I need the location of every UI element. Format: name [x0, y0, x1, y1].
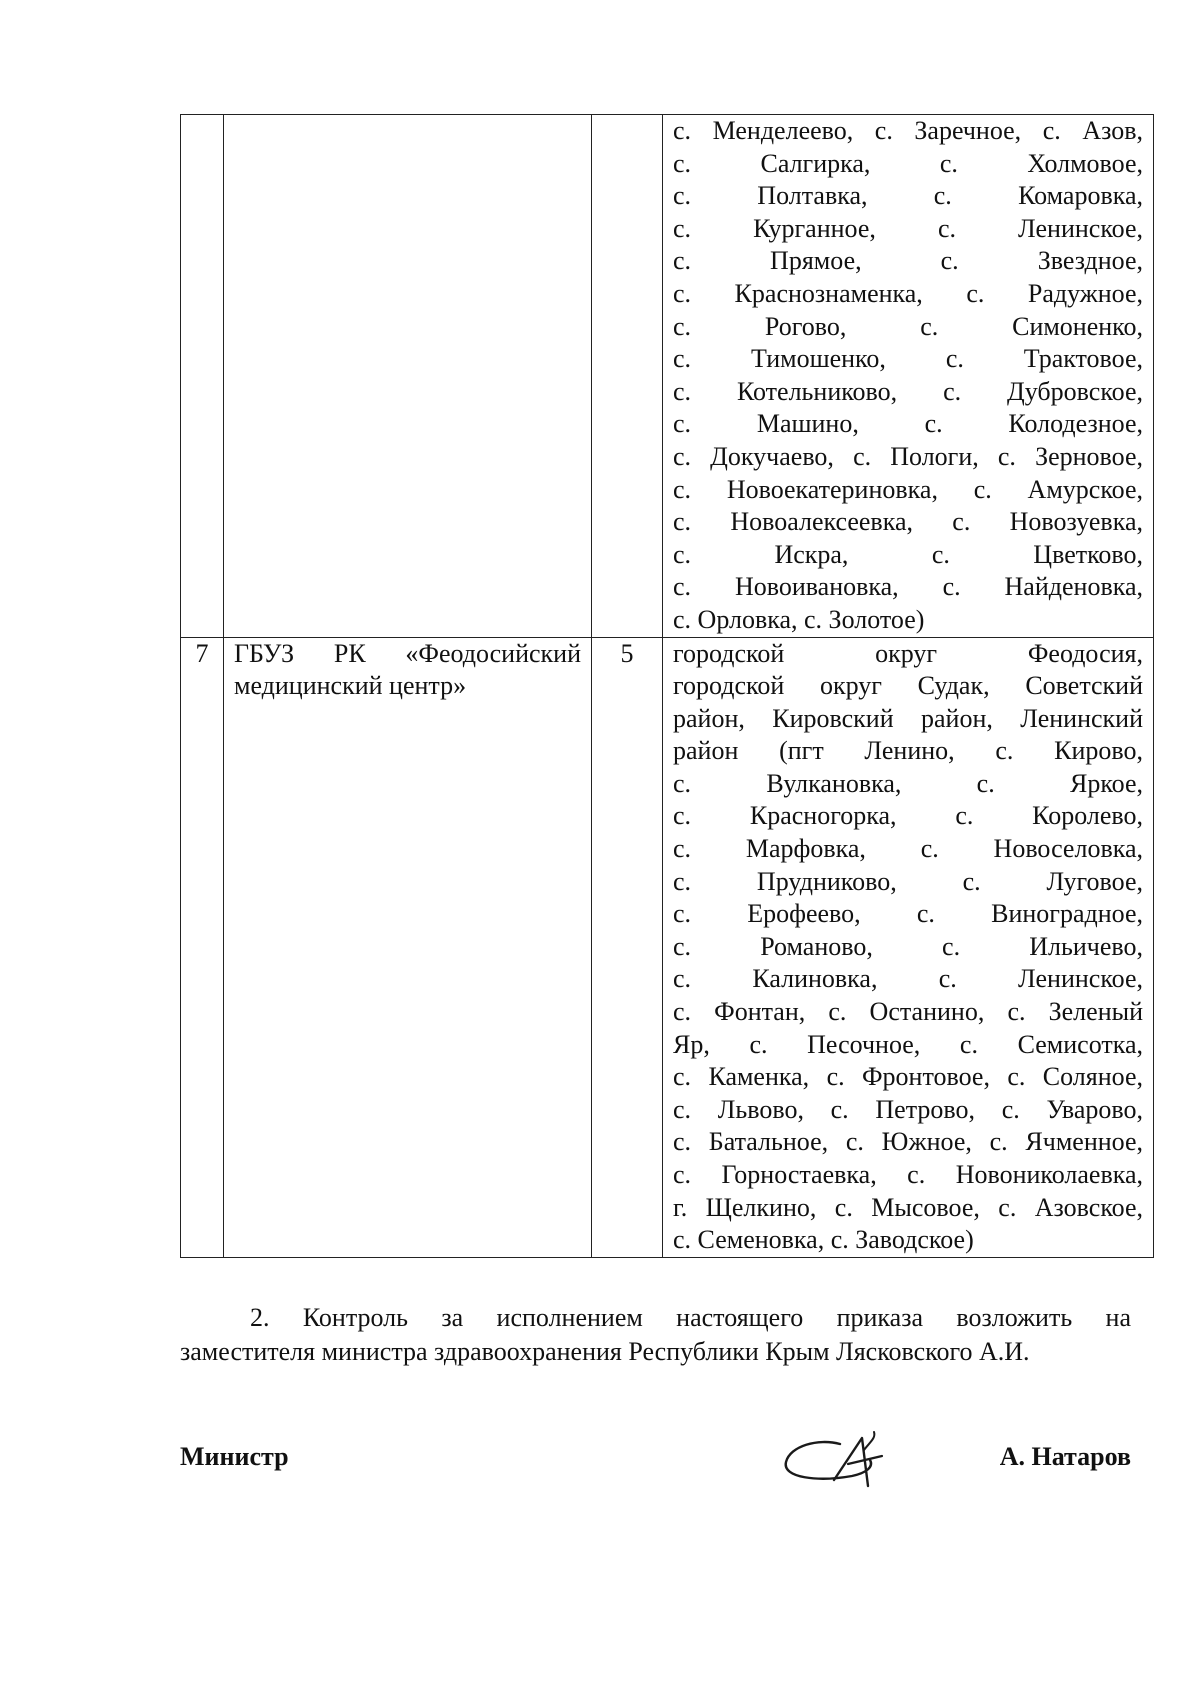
organization-line: ГБУЗ РК «Феодосийский: [234, 638, 581, 668]
area-line: с. Рогово, с. Симоненко,: [673, 311, 1143, 341]
area-line: с. Каменка, с. Фронтовое, с. Соляное,: [673, 1062, 1143, 1092]
control-paragraph: [180, 1301, 1131, 1369]
area-line: с. Искра, с. Цветково,: [673, 539, 1143, 569]
area-line: с. Прямое, с. Звездное,: [673, 246, 1143, 276]
paragraph-line: 2. Контроль за исполнением настоящего приказа возложить на: [250, 1303, 1131, 1332]
area-line: с. Новоекатериновка, с. Амурское,: [673, 474, 1143, 504]
area-line: с. Красногорка, с. Королево,: [673, 801, 1143, 831]
organization-cell: [224, 115, 592, 638]
quantity-cell: [592, 115, 663, 638]
area-line: с. Вулкановка, с. Яркое,: [673, 768, 1143, 798]
area-line: с. Калиновка, с. Ленинское,: [673, 964, 1143, 994]
table-row-7: [181, 637, 1154, 1257]
area-line: с. Менделеево, с. Заречное, с. Азов,: [673, 116, 1143, 145]
area-line: с. Докучаево, с. Пологи, с. Зерновое,: [673, 441, 1143, 471]
service-area-cell: [663, 637, 1154, 1257]
area-line: с. Ерофеево, с. Виноградное,: [673, 899, 1143, 929]
area-line: с. Новоивановка, с. Найденовка,: [673, 572, 1143, 602]
table-row-continued: [181, 115, 1154, 638]
districts-table: [180, 114, 1154, 1258]
area-line: с. Батальное, с. Южное, с. Ячменное,: [673, 1127, 1143, 1157]
area-line: с. Машино, с. Колодезное,: [673, 409, 1143, 439]
area-line: район (пгт Ленино, с. Кирово,: [673, 736, 1143, 766]
area-line: с. Марфовка, с. Новоселовка,: [673, 834, 1143, 864]
area-line: район, Кировский район, Ленинский: [673, 703, 1143, 733]
organization-line: медицинский центр»: [234, 671, 467, 701]
handwritten-signature-icon: [778, 1420, 908, 1500]
area-line: с. Курганное, с. Ленинское,: [673, 213, 1143, 243]
area-line: с. Прудниково, с. Луговое,: [673, 866, 1143, 896]
area-line: с. Тимошенко, с. Трактовое,: [673, 344, 1143, 374]
area-line: Яр, с. Песочное, с. Семисотка,: [673, 1029, 1143, 1059]
signatory-name: А. Натаров: [999, 1442, 1131, 1471]
organization-cell: [224, 637, 592, 1257]
signatory-title: Министр: [180, 1442, 289, 1471]
quantity-cell: 5: [592, 637, 663, 1257]
row-number-cell: 7: [181, 637, 224, 1257]
area-line: с. Котельниково, с. Дубровское,: [673, 376, 1143, 406]
area-line: с. Новоалексеевка, с. Новозуевка,: [673, 507, 1143, 537]
area-line: г. Щелкино, с. Мысовое, с. Азовское,: [673, 1192, 1143, 1222]
area-line: с. Фонтан, с. Останино, с. Зеленый: [673, 997, 1143, 1027]
service-area-cell: [663, 115, 1154, 638]
area-line: с. Львово, с. Петрово, с. Уварово,: [673, 1094, 1143, 1124]
area-line: с. Семеновка, с. Заводское): [673, 1225, 974, 1255]
signature-block: [180, 1430, 1131, 1500]
paragraph-line: заместителя министра здравоохранения Республики Крым Лясковского А.И.: [180, 1337, 1030, 1366]
area-line: с. Полтавка, с. Комаровка,: [673, 181, 1143, 211]
area-line: городской округ Судак, Советский: [673, 671, 1143, 701]
row-number-cell: [181, 115, 224, 638]
area-line: с. Орловка, с. Золотое): [673, 604, 925, 634]
area-line: с. Горностаевка, с. Новониколаевка,: [673, 1160, 1143, 1189]
area-line: с. Салгирка, с. Холмовое,: [673, 148, 1143, 178]
area-line: с. Романово, с. Ильичево,: [673, 931, 1143, 961]
area-line: городской округ Феодосия,: [673, 638, 1143, 668]
area-line: с. Краснознаменка, с. Радужное,: [673, 278, 1143, 308]
